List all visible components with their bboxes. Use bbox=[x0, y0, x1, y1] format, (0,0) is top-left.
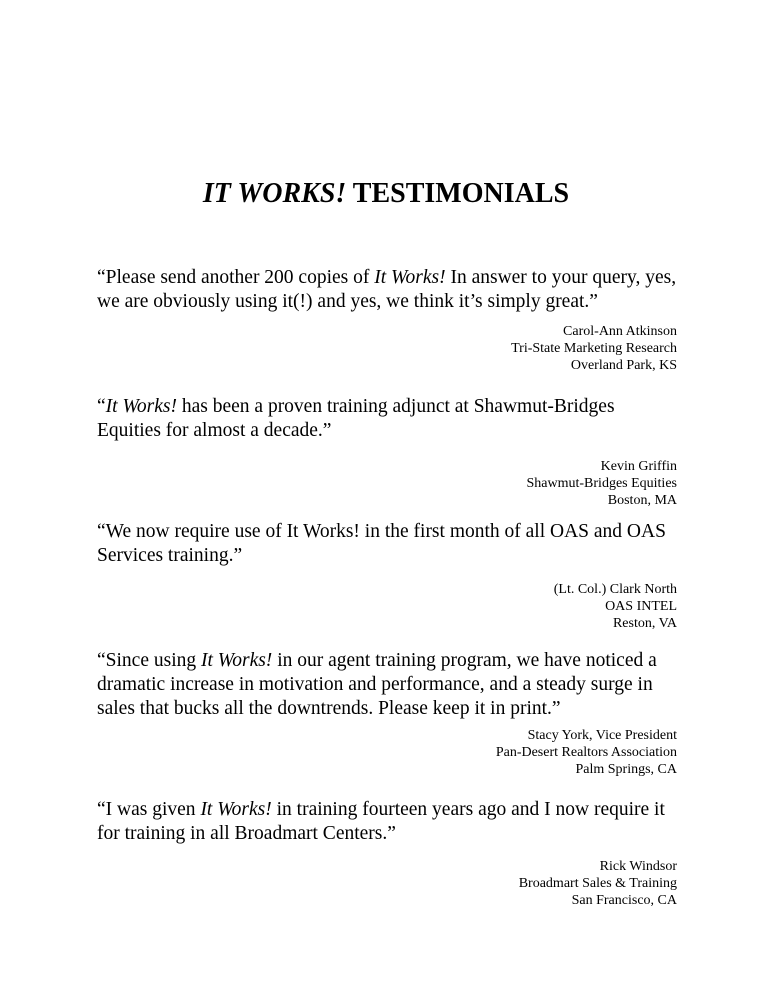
testimonial-quote bbox=[97, 266, 677, 314]
attribution-organization: OAS INTEL bbox=[605, 599, 677, 614]
testimonial-attribution bbox=[97, 858, 677, 909]
title-italic: IT WORKS! bbox=[202, 178, 347, 209]
testimonial-quote bbox=[97, 395, 677, 443]
attribution-location: Overland Park, KS bbox=[570, 358, 677, 373]
attribution-location: Boston, MA bbox=[607, 493, 677, 508]
testimonial-2 bbox=[97, 395, 677, 509]
attribution-name: Kevin Griffin bbox=[600, 459, 677, 474]
testimonial-quote bbox=[97, 520, 677, 568]
quote-part: “ bbox=[97, 396, 106, 417]
testimonial-1 bbox=[97, 266, 677, 374]
quote-part: “I was given bbox=[97, 799, 201, 820]
quote-part: in our agent training program, we have noticed a dramatic increase in motivation and performance, and a steady surge in sales that bucks all the downtrends. Please keep it in print.” bbox=[97, 650, 657, 719]
quote-part: “We now require use of It Works! in the first month of all OAS and OAS Services training.” bbox=[97, 521, 666, 566]
attribution-name: (Lt. Col.) Clark North bbox=[553, 582, 677, 597]
testimonial-quote bbox=[97, 649, 677, 721]
attribution-organization: Broadmart Sales & Training bbox=[518, 876, 677, 891]
attribution-organization: Tri-State Marketing Research bbox=[511, 341, 677, 356]
attribution-organization: Shawmut-Bridges Equities bbox=[526, 476, 677, 491]
testimonial-attribution bbox=[97, 727, 677, 778]
attribution-location: San Francisco, CA bbox=[571, 893, 677, 908]
attribution-name: Rick Windsor bbox=[599, 859, 677, 874]
quote-part-italic: It Works! bbox=[200, 799, 272, 820]
quote-part-italic: It Works! bbox=[200, 650, 273, 671]
testimonial-attribution bbox=[97, 323, 677, 374]
attribution-name: Carol-Ann Atkinson bbox=[563, 324, 677, 339]
testimonial-3 bbox=[97, 520, 677, 632]
page-title bbox=[0, 172, 772, 216]
attribution-location: Palm Springs, CA bbox=[575, 762, 677, 777]
attribution-organization: Pan-Desert Realtors Association bbox=[495, 745, 677, 760]
quote-part: “Please send another 200 copies of bbox=[97, 267, 375, 288]
testimonial-5 bbox=[97, 798, 677, 909]
title-rest: TESTIMONIALS bbox=[346, 178, 570, 209]
attribution-name: Stacy York, Vice President bbox=[527, 728, 677, 743]
quote-part: “Since using bbox=[97, 650, 201, 671]
quote-part: In answer to your query, yes, we are obviously using it(!) and yes, we think it’s simply great.” bbox=[97, 267, 677, 312]
testimonial-attribution bbox=[97, 458, 677, 509]
attribution-location: Reston, VA bbox=[612, 616, 677, 631]
quote-part-italic: It Works! bbox=[105, 396, 177, 417]
testimonial-quote bbox=[97, 798, 677, 846]
quote-part: has been a proven training adjunct at Shawmut-Bridges Equities for almost a decade.” bbox=[97, 396, 615, 441]
testimonial-4 bbox=[97, 649, 677, 778]
quote-part-italic: It Works! bbox=[374, 267, 446, 288]
quote-part: in training fourteen years ago and I now require it for training in all Broadmart Centers.” bbox=[97, 799, 665, 844]
testimonial-attribution bbox=[97, 581, 677, 632]
